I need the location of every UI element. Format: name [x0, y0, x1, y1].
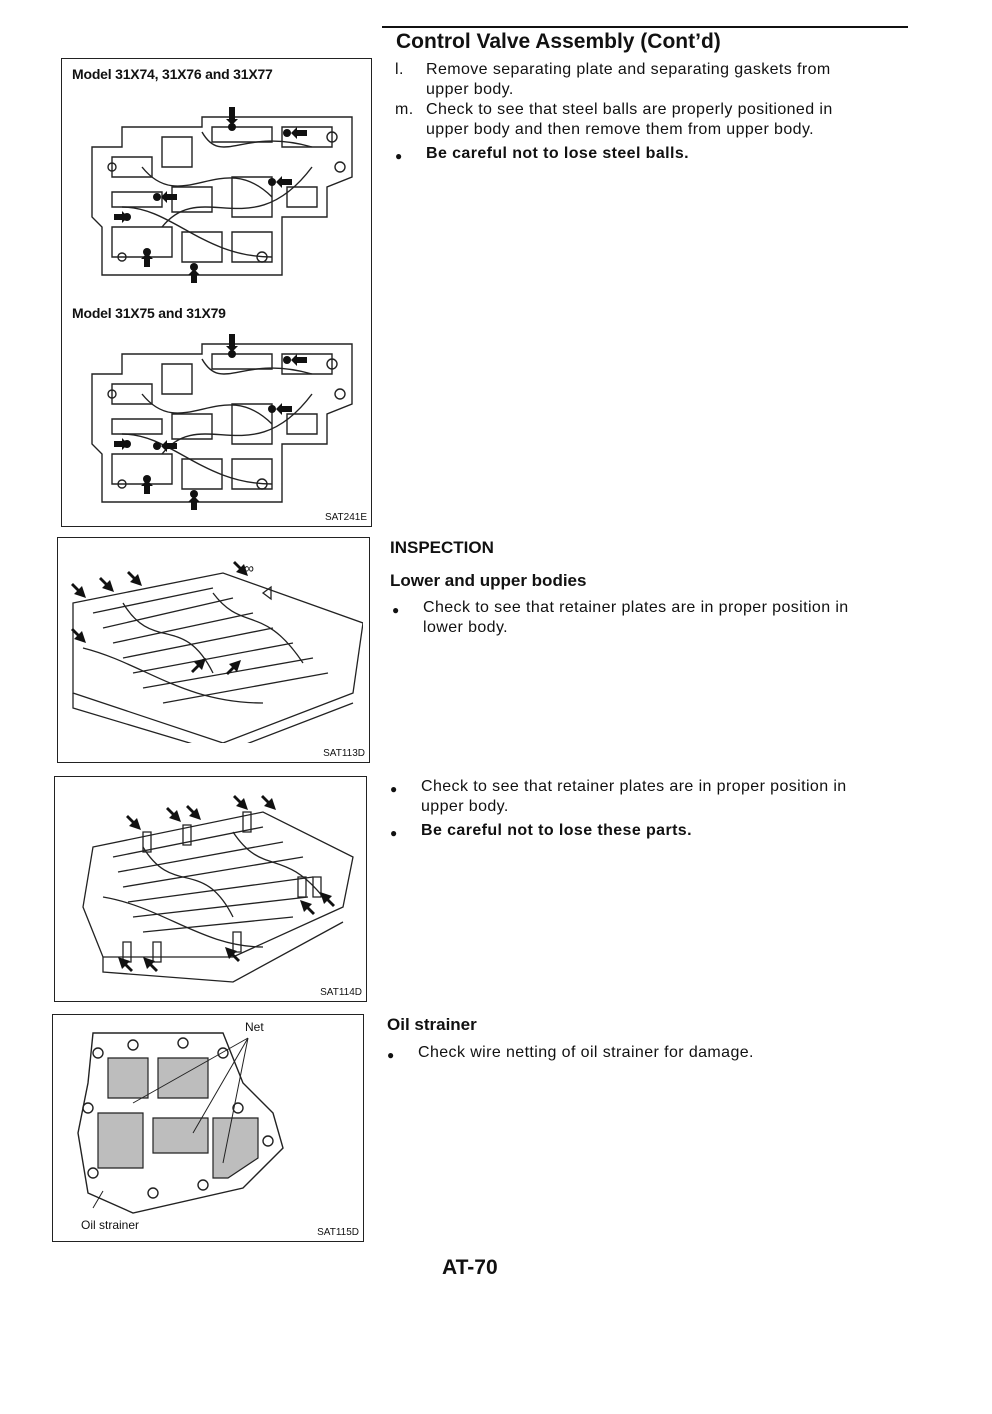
lower-upper-heading: Lower and upper bodies — [390, 571, 587, 590]
bullet-upper-body — [390, 777, 910, 821]
caution-parts — [390, 821, 910, 843]
bullet-lower-body — [392, 598, 912, 642]
step-text: upper body. — [426, 81, 514, 98]
figure-code: SAT113D — [323, 748, 365, 759]
caution-steel-balls — [395, 144, 915, 166]
figure-code: SAT114D — [320, 987, 362, 998]
bullet-icon: ● — [395, 149, 403, 163]
bullet-text: Check to see that retainer plates are in proper position in — [423, 599, 849, 616]
valve-body-diagram-b — [82, 334, 362, 514]
header-rule — [382, 26, 908, 28]
figure-label-model-b: Model 31X75 and 31X79 — [72, 305, 226, 321]
caution-text: Be careful not to lose steel balls. — [426, 145, 689, 162]
upper-body-diagram — [63, 787, 363, 987]
lower-body-diagram — [63, 553, 363, 743]
net-label: Net — [245, 1020, 264, 1034]
step-text: upper body and then remove them from upper body. — [426, 121, 815, 138]
caution-text: Be careful not to lose these parts. — [421, 822, 692, 839]
valve-body-diagram-a — [82, 107, 362, 287]
bullet-icon: ● — [387, 1048, 395, 1062]
bullet-text: upper body. — [421, 798, 509, 815]
figure-code: SAT115D — [317, 1227, 359, 1238]
page-number: AT-70 — [442, 1256, 498, 1279]
bullet-text: Check wire netting of oil strainer for damage. — [418, 1044, 754, 1061]
step-text: Remove separating plate and separating gaskets from — [426, 61, 831, 78]
figure-code: SAT241E — [324, 512, 367, 523]
step-l — [395, 60, 915, 104]
step-m — [395, 100, 915, 144]
callout-symbol: ∞ — [244, 560, 254, 576]
page-title: Control Valve Assembly (Cont’d) — [396, 30, 721, 53]
step-text: Check to see that steel balls are properly positioned in — [426, 101, 833, 118]
bullet-text: Check to see that retainer plates are in proper position in — [421, 778, 847, 795]
figure-lower-body — [57, 537, 370, 763]
oil-strainer-heading: Oil strainer — [387, 1015, 477, 1034]
figure-valve-body-models — [61, 58, 372, 527]
step-marker: l. — [395, 61, 404, 78]
figure-upper-body — [54, 776, 367, 1002]
oil-strainer-diagram — [73, 1023, 293, 1218]
step-marker: m. — [395, 101, 414, 118]
figure-label-model-a: Model 31X74, 31X76 and 31X77 — [72, 66, 273, 82]
inspection-heading: INSPECTION — [390, 538, 494, 557]
bullet-oil-strainer — [387, 1043, 907, 1065]
bullet-icon: ● — [390, 782, 398, 796]
oil-strainer-label: Oil strainer — [81, 1218, 140, 1232]
bullet-text: lower body. — [423, 619, 509, 636]
figure-oil-strainer — [52, 1014, 364, 1242]
bullet-icon: ● — [392, 603, 400, 617]
bullet-icon: ● — [390, 826, 398, 840]
